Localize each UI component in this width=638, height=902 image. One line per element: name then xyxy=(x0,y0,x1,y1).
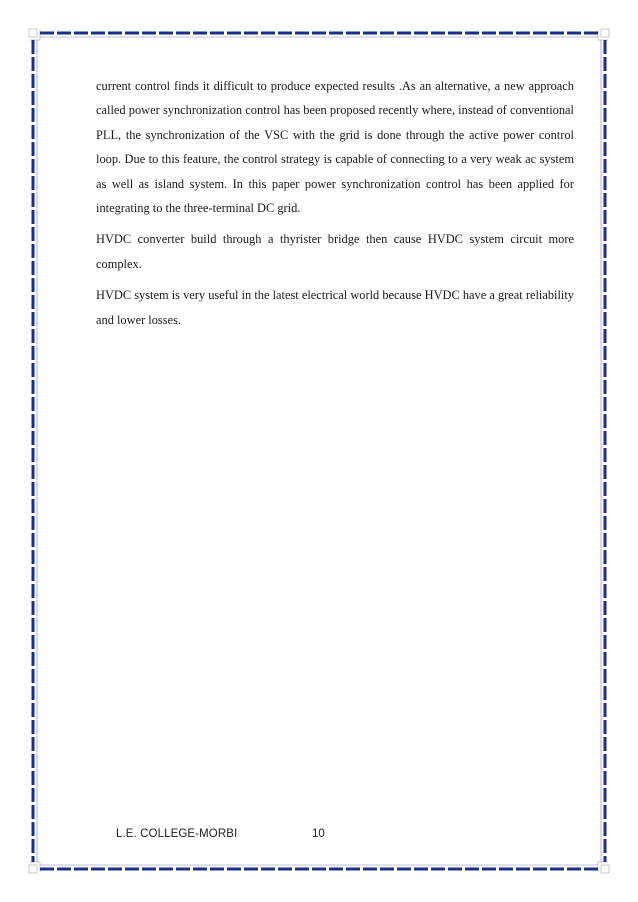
paragraph-hvdc-converter: HVDC converter build through a thyrister bridge then cause HVDC system circuit more complex. xyxy=(96,232,574,271)
paragraph-hvdc-system: HVDC system is very useful in the latest electrical world because HVDC have a great reliability and lower losses. xyxy=(96,288,574,327)
footer-college-name: L.E. COLLEGE-MORBI xyxy=(116,828,238,840)
paragraph-power-synchronization: current control finds it difficult to produce expected results .As an alternative, a new approach called power synchronization control has been proposed recently where, instead of conventional PLL, the synchronization of the VSC with the grid is done through the active power control loop. Due to this feature, the control strategy is capable of connecting to a very weak ac system as well as island system. In this paper power synchronization control has been applied for integrating to the three-terminal DC grid. xyxy=(96,79,574,216)
footer-page-number: 10 xyxy=(312,828,325,840)
body-text xyxy=(96,74,574,332)
